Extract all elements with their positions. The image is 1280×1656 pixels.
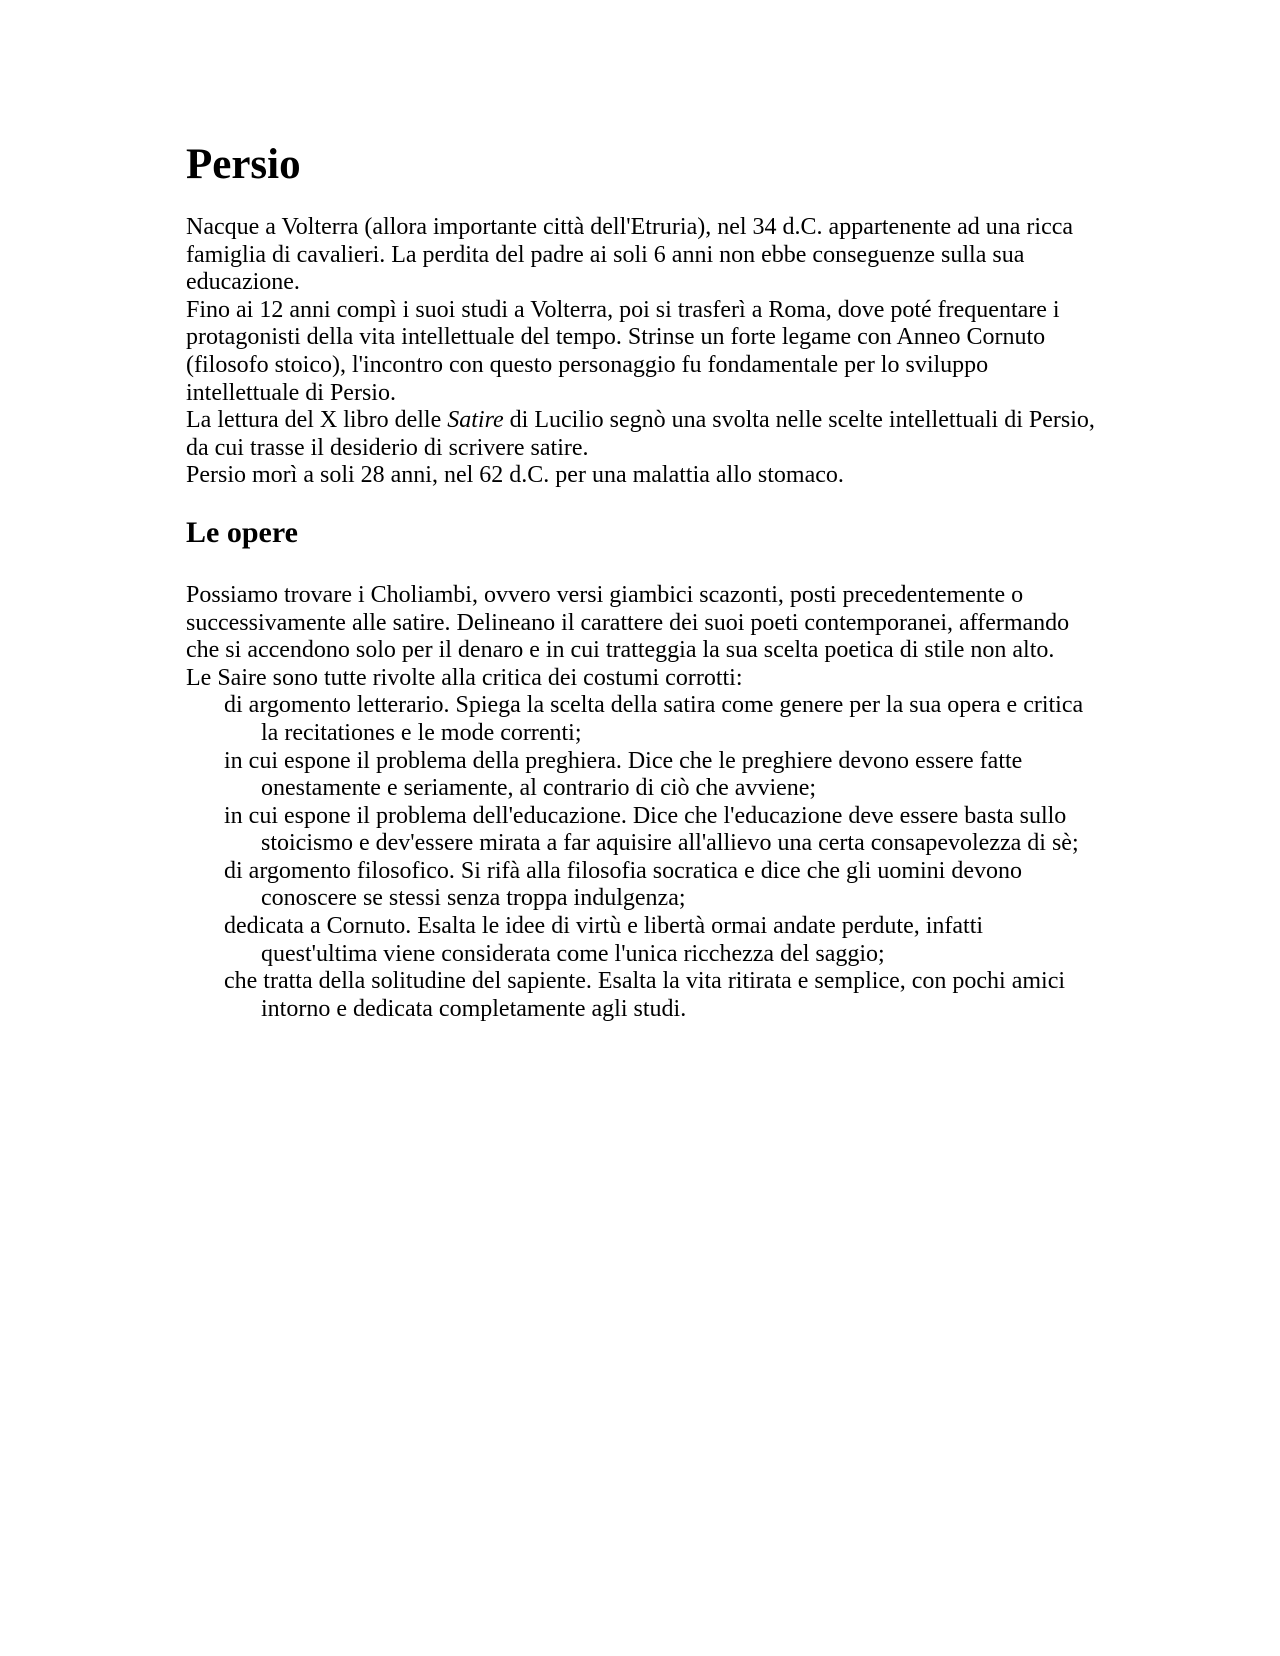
list-item: che tratta della solitudine del sapiente. Esalta la vita ritirata e semplice, con pochi amici intorno e dedicata completamente agli studi. — [224, 968, 1066, 1022]
works-paragraph-2: Le Saire sono tutte rivolte alla critica dei costumi corrotti: — [186, 664, 743, 691]
bio-paragraph-3-end: di Lucilio segnò una svolta nelle scelte intellettuali di Persio, da cui trasse il desiderio di scrivere satire. — [186, 407, 1095, 461]
bio-paragraph-2: Fino ai 12 anni compì i suoi studi a Volterra, poi si trasferì a Roma, dove poté frequentare i protagonisti della vita intellettuale del tempo. Strinse un forte legame con Anneo Cornuto (filosofo stoico), l'incontro con questo personaggio fu fondamentale per lo sviluppo intellettuale di Persio. — [186, 296, 1060, 406]
bio-paragraph-3 — [186, 407, 1096, 462]
bio-paragraph-3-start: La lettura del X libro delle — [186, 407, 448, 434]
list-item: in cui espone il problema dell'educazione. Dice che l'educazione deve essere basta sullo stoicismo e dev'essere mirata a far aquisire all'allievo una certa consapevolezza di sè; — [224, 802, 1079, 857]
list-item: di argomento letterario. Spiega la scelta della satira come genere per la sua opera e critica la recitationes e le mode correnti; — [224, 692, 1084, 746]
bio-paragraph-1: Nacque a Volterra (allora importante città dell'Etruria), nel 34 d.C. appartenente ad una ricca famiglia di cavalieri. La perdita del padre ai soli 6 anni non ebbe conseguenze sulla sua educazione. — [186, 214, 1074, 296]
list-item: in cui espone il problema della preghiera. Dice che le preghiere devono essere fatte onestamente e seriamente, al contrario di ciò che avviene; — [224, 747, 1023, 802]
document-page — [186, 140, 1096, 1023]
page-title: Persio — [186, 141, 301, 188]
list-item: dedicata a Cornuto. Esalta le idee di virtù e libertà ormai andate perdute, infatti quest'ultima viene considerata come l'unica ricchezza del saggio; — [224, 913, 984, 967]
bio-paragraph-4: Persio morì a soli 28 anni, nel 62 d.C. per una malattia allo stomaco. — [186, 462, 844, 489]
list-item: di argomento filosofico. Si rifà alla filosofia socratica e dice che gli uomini devono conoscere se stessi senza troppa indulgenza; — [224, 857, 1022, 912]
satire-list — [186, 692, 1096, 1023]
works-heading: Le opere — [186, 515, 298, 549]
works-paragraph-1: Possiamo trovare i Choliambi, ovvero versi giambici scazonti, posti precedentemente o successivamente alle satire. Delineano il carattere dei suoi poeti contemporanei, affermando che si accendono solo per il denaro e in cui tratteggia la sua scelta poetica di stile non alto. — [186, 581, 1070, 664]
satire-title: Satire — [447, 407, 504, 434]
